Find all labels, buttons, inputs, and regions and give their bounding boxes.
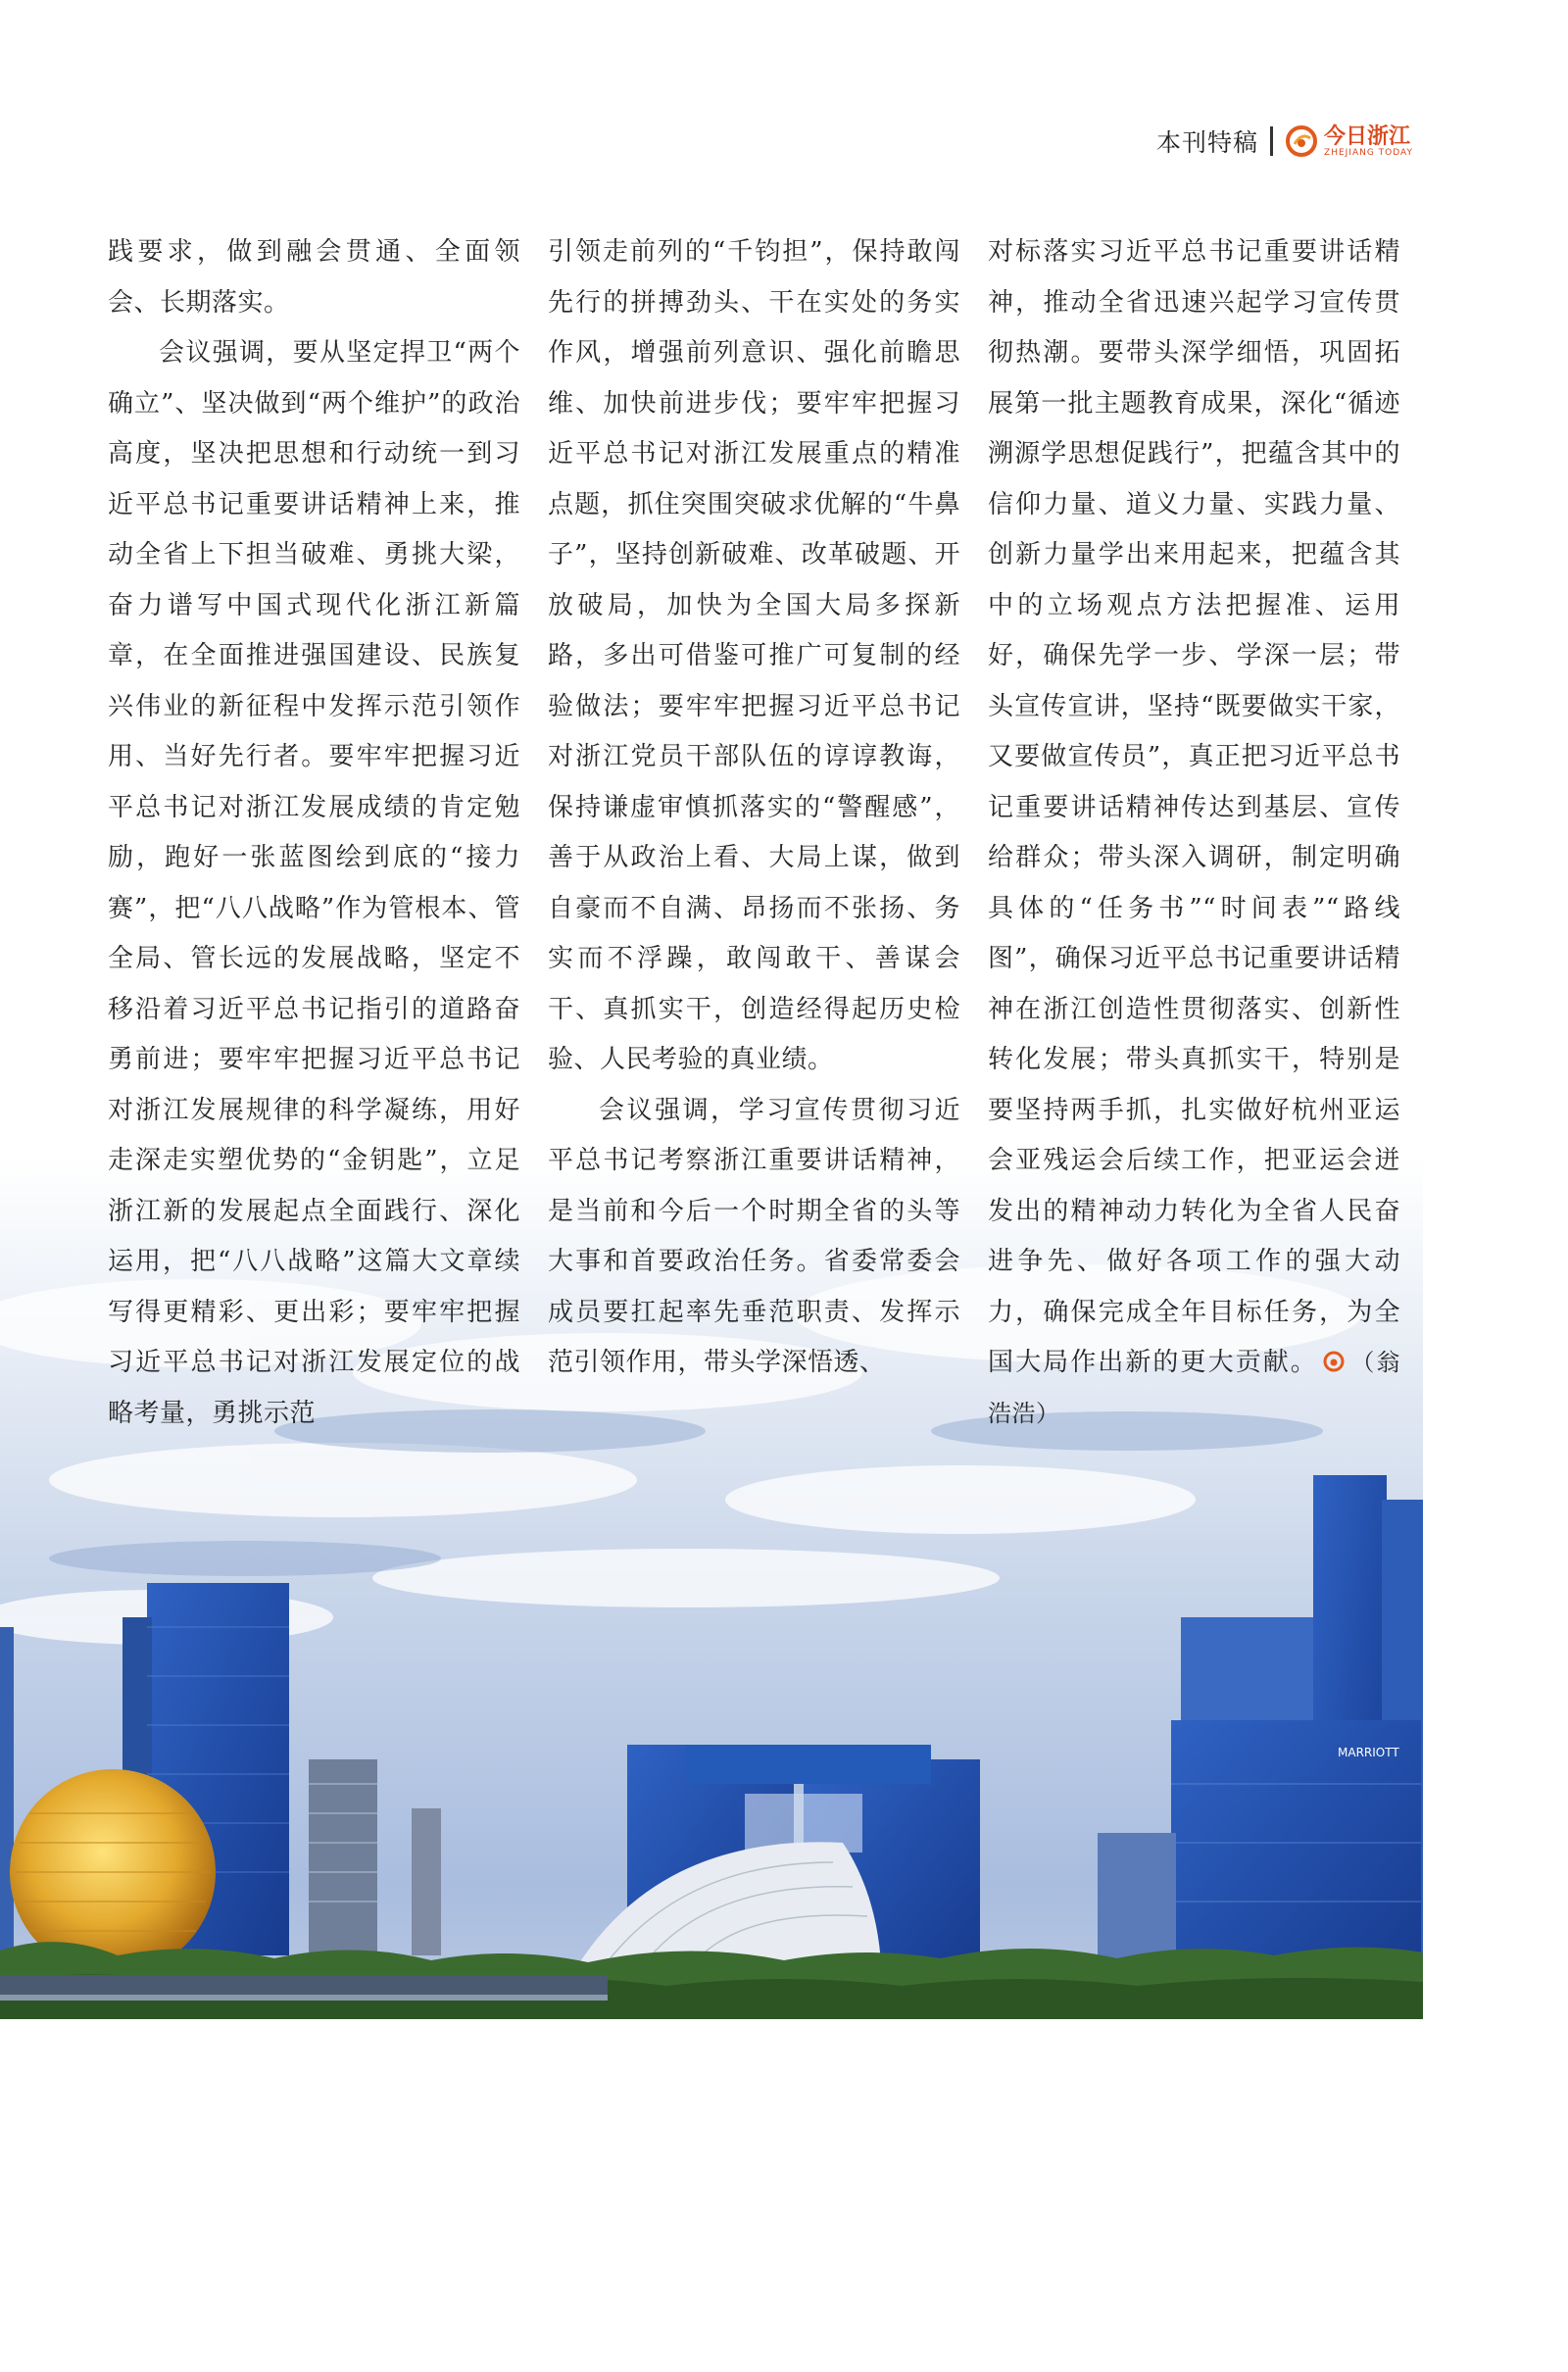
column-3: [988, 227, 1400, 1433]
column-2: [548, 227, 960, 1433]
paragraph: 践要求，做到融会贯通、全面领会、长期落实。: [108, 237, 520, 318]
section-label: 本刊特稿: [1156, 128, 1259, 157]
logo-text: 今日浙江: [1324, 123, 1411, 149]
logo-mark-icon: [1285, 124, 1318, 158]
paragraph: 会议强调，要从坚定捍卫“两个确立”、坚决做到“两个维护”的政治高度，坚决把思想和行动统一到习近平总书记重要讲话精神上来，推动全省上下担当破难、勇挑大梁，奋力谱写中国式现代化浙江新篇章，在全面推进强国建设、民族复兴伟业的新征程中发挥示范引领作用、当好先行者。要牢牢把握习近平总书记对浙江发展成绩的肯定勉励，跑好一张蓝图绘到底的“接力赛”，把“八八战略”作为管根本、管全局、管长远的发展战略，坚定不移沿着习近平总书记指引的道路奋勇前进；要牢牢把握习近平总书记对浙江发展规律的科学凝练，用好走深走实塑优势的“金钥匙”，立足浙江新的发展起点全面践行、深化运用，把“八八战略”这篇大文章续写得更精彩、更出彩；要牢牢把握习近平总书记对浙江发展定位的战略考量，勇挑示范: [108, 338, 520, 1428]
paragraph-text: 对标落实习近平总书记重要讲话精神，推动全省迅速兴起学习宣传贯彻热潮。要带头深学细悟，巩固拓展第一批主题教育成果，深化“循迹溯源学思想促践行”，把蕴含其中的信仰力量、道义力量、实践力量、创新力量学出来用起来，把蕴含其中的立场观点方法把握准、运用好，确保先学一步、学深一层；带头宣传宣讲，坚持“既要做实干家，又要做宣传员”，真正把习近平总书记重要讲话精神传达到基层、宣传给群众；带头深入调研，制定明确具体的“任务书”“时间表”“路线图”，确保习近平总书记重要讲话精神在浙江创造性贯彻落实、创新性转化发展；带头真抓实干，特别是要坚持两手抓，扎实做好杭州亚运会亚残运会后续工作，把亚运会迸发出的精神动力转化为全省人民奋进争先、做好各项工作的强大动力，确保完成全年目标任务，为全国大局作出新的更大贡献。: [988, 237, 1400, 1377]
paragraph-with-ending: [988, 227, 1400, 1439]
hotel-sign: MARRIOTT: [1338, 1746, 1399, 1759]
magazine-logo: [1285, 124, 1413, 158]
author-credit: （翁浩浩）: [988, 1349, 1400, 1427]
article-body: [108, 227, 1401, 1433]
end-mark-icon: [1322, 1350, 1346, 1373]
column-1: [108, 227, 520, 1433]
header-divider: [1270, 126, 1273, 156]
paragraph: 引领走前列的“千钧担”，保持敢闯先行的拼搏劲头、干在实处的务实作风，增强前列意识、强化前瞻思维、加快前进步伐；要牢牢把握习近平总书记对浙江发展重点的精准点题，抓住突围突破求优解的“牛鼻子”，坚持创新破难、改革破题、开放破局，加快为全国大局多探新路，多出可借鉴可推广可复制的经验做法；要牢牢把握习近平总书记对浙江党员干部队伍的谆谆教诲，保持谦虚审慎抓落实的“警醒感”，善于从政治上看、大局上谋，做到自豪而不自满、昂扬而不张扬、务实而不浮躁，敢闯敢干、善谋会干、真抓实干，创造经得起历史检验、人民考验的真业绩。: [548, 237, 960, 1074]
page-header: [1156, 120, 1413, 163]
paragraph: 会议强调，学习宣传贯彻习近平总书记考察浙江重要讲话精神，是当前和今后一个时期全省的头等大事和首要政治任务。省委常委会成员要扛起率先垂范职责、发挥示范引领作用，带头学深悟透、: [548, 1095, 960, 1377]
logo-subtext: ZHEJIANG TODAY: [1324, 147, 1413, 158]
